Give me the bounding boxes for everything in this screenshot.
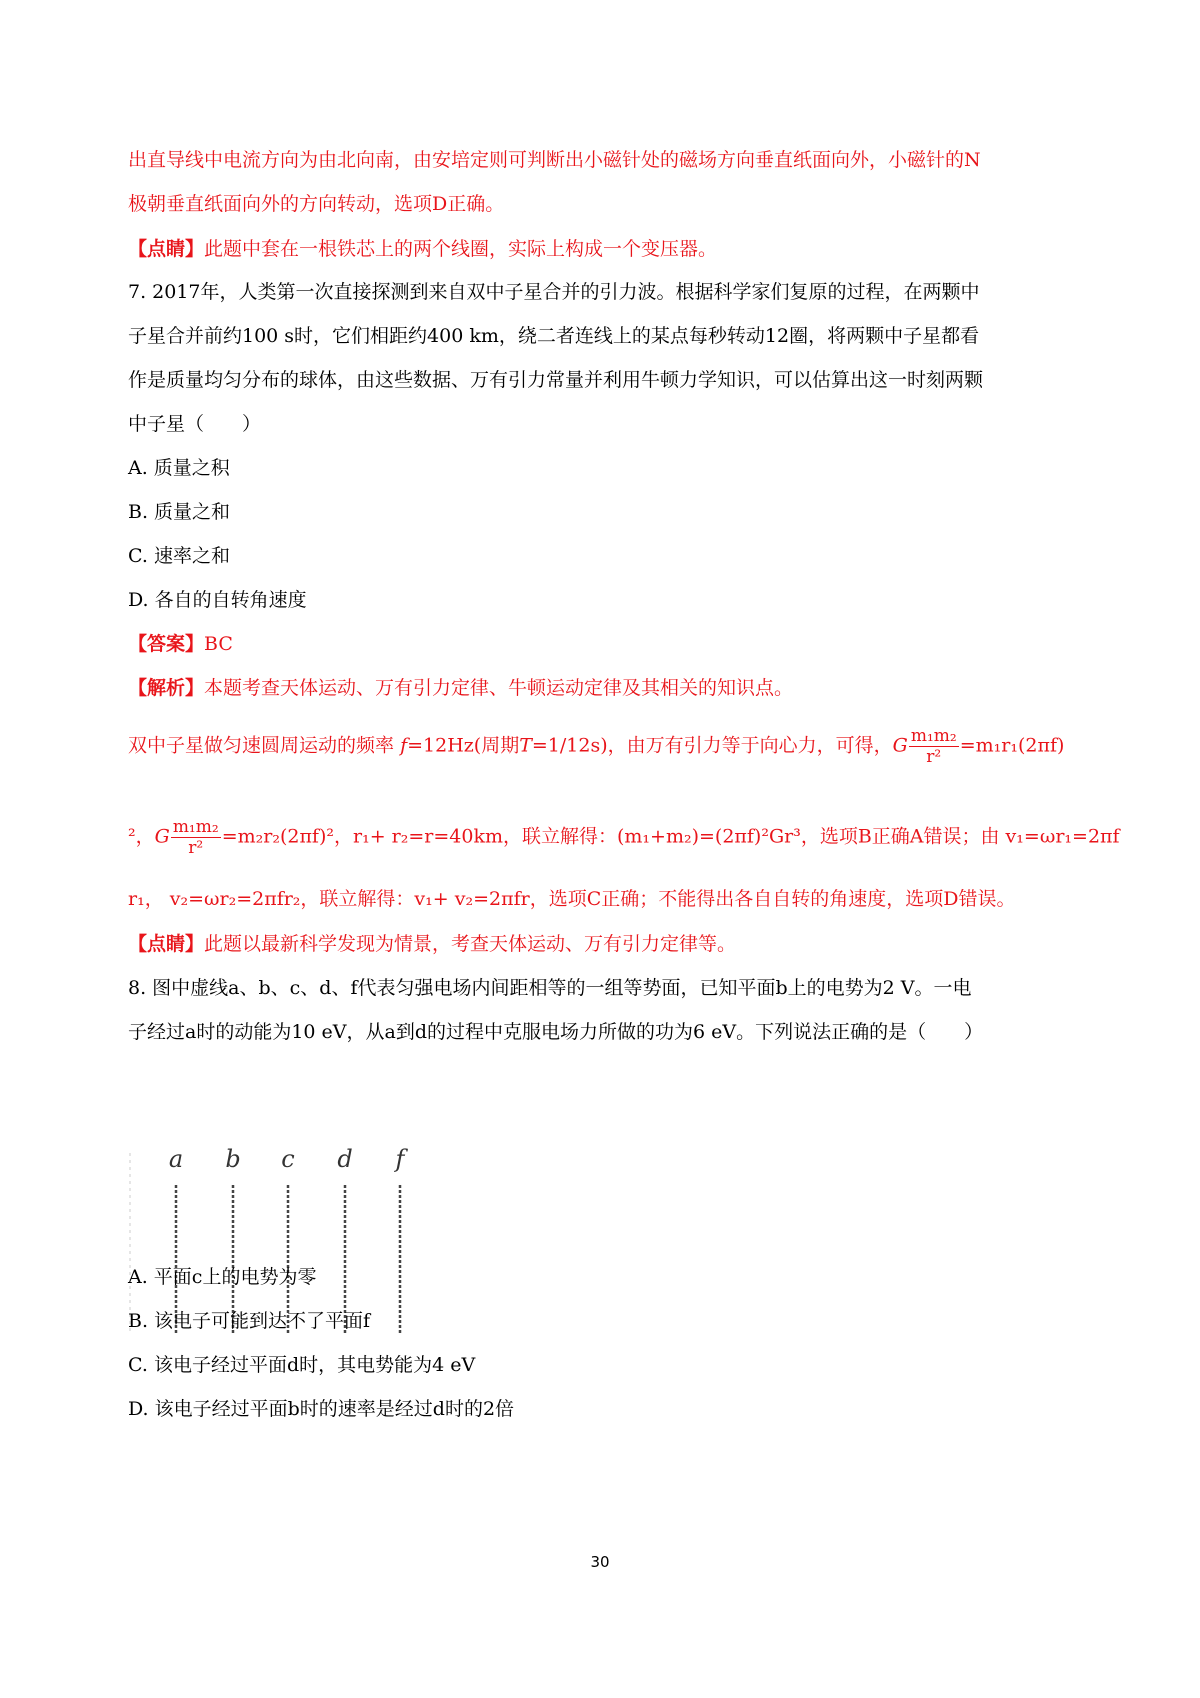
question-8-text: 8. 图中虚线a、b、c、d、f代表匀强电场内间距相等的一组等势面，已知平面b上的电势为2 V。一电 [128, 977, 972, 999]
plane-label-d: d [337, 1145, 353, 1173]
fraction [909, 726, 959, 767]
question-8-text: 子经过a时的动能为10 eV，从a到d的过程中克服电场力所做的功为6 eV。下列说法正确的是（ ） [128, 1021, 984, 1043]
solution-text: =1/12s)，由万有引力等于向心力，可得， [531, 734, 893, 757]
fraction-denominator: r² [926, 747, 942, 767]
plane-label-a: a [168, 1145, 184, 1173]
note-tag: 【点睛】 [128, 238, 205, 260]
plane-label-c: c [281, 1145, 295, 1173]
option-d: D. 该电子经过平面b时的速率是经过d时的2倍 [128, 1398, 515, 1420]
question-7-text: 中子星（ ） [128, 413, 262, 435]
answer-tag: 【答案】 [128, 633, 205, 655]
plane-label-f: f [395, 1145, 405, 1173]
variable-t: T [519, 734, 532, 757]
analysis-text: 本题考查天体运动、万有引力定律、牛顿运动定律及其相关的知识点。 [204, 677, 794, 699]
fraction-numerator: m₁m₂ [910, 726, 957, 746]
page-number: 30 [590, 1553, 610, 1571]
option-c: C. 该电子经过平面d时，其电势能为4 eV [128, 1354, 476, 1376]
solution-text: =m₁r₁(2πf) [959, 734, 1065, 757]
answer-text: BC [204, 633, 233, 655]
analysis-line [128, 675, 793, 701]
text-line: 极朝垂直纸面向外的方向转动，选项D正确。 [128, 193, 505, 215]
fraction [171, 817, 221, 858]
note-tag: 【点睛】 [128, 933, 205, 955]
solution-text: 双中子星做匀速圆周运动的频率 [128, 734, 395, 757]
plane-label-b: b [225, 1145, 241, 1173]
answer-line [128, 631, 233, 657]
question-7-text: 7. 2017年，人类第一次直接探测到来自双中子星合并的引力波。根据科学家们复原的过程，在两颗中 [128, 281, 980, 303]
solution-text: =m₂r₂(2πf)²，r₁+ r₂=r=40km，联立解得：(m₁+m₂)=(2πf)²Gr³，选项B正确A错误；由 v₁=ωr₁=2πf [221, 825, 1120, 848]
variable-f: f [400, 734, 408, 757]
fraction-denominator: r² [188, 838, 204, 858]
option-c: C. 速率之和 [128, 545, 230, 567]
option-d: D. 各自的自转角速度 [128, 589, 307, 611]
text-line: 出直导线中电流方向为由北向南，由安培定则可判断出小磁针处的磁场方向垂直纸面向外，小磁针的N [128, 149, 981, 171]
solution-line-3: r₁， v₂=ωr₂=2πfr₂，联立解得：v₁+ v₂=2πfr，选项C正确；不能得出各自自转的角速度，选项D错误。 [128, 888, 1016, 910]
option-a: A. 质量之积 [128, 457, 230, 479]
solution-text: ²， [128, 825, 155, 848]
solution-line-2 [128, 817, 1120, 858]
note-line [128, 236, 717, 262]
note-text: 此题中套在一根铁芯上的两个线圈，实际上构成一个变压器。 [204, 238, 718, 260]
note-text: 此题以最新科学发现为情景，考查天体运动、万有引力定律等。 [204, 933, 737, 955]
question-7-text: 子星合并前约100 s时，它们相距约400 km，绕二者连线上的某点每秒转动12圈，将两颗中子星都看 [128, 325, 980, 347]
option-b: B. 该电子可能到达不了平面f [128, 1310, 371, 1332]
solution-line-1 [128, 726, 1064, 767]
option-b: B. 质量之和 [128, 501, 231, 523]
note-line [128, 931, 736, 957]
option-a: A. 平面c上的电势为零 [128, 1266, 317, 1288]
analysis-tag: 【解析】 [128, 677, 205, 699]
question-7-text: 作是质量均匀分布的球体，由这些数据、万有引力常量并利用牛顿力学知识，可以估算出这一时刻两颗 [128, 369, 984, 391]
fraction-numerator: m₁m₂ [172, 817, 219, 837]
variable-g: G [154, 825, 170, 848]
variable-g: G [892, 734, 908, 757]
solution-text: =12Hz(周期 [407, 734, 520, 757]
